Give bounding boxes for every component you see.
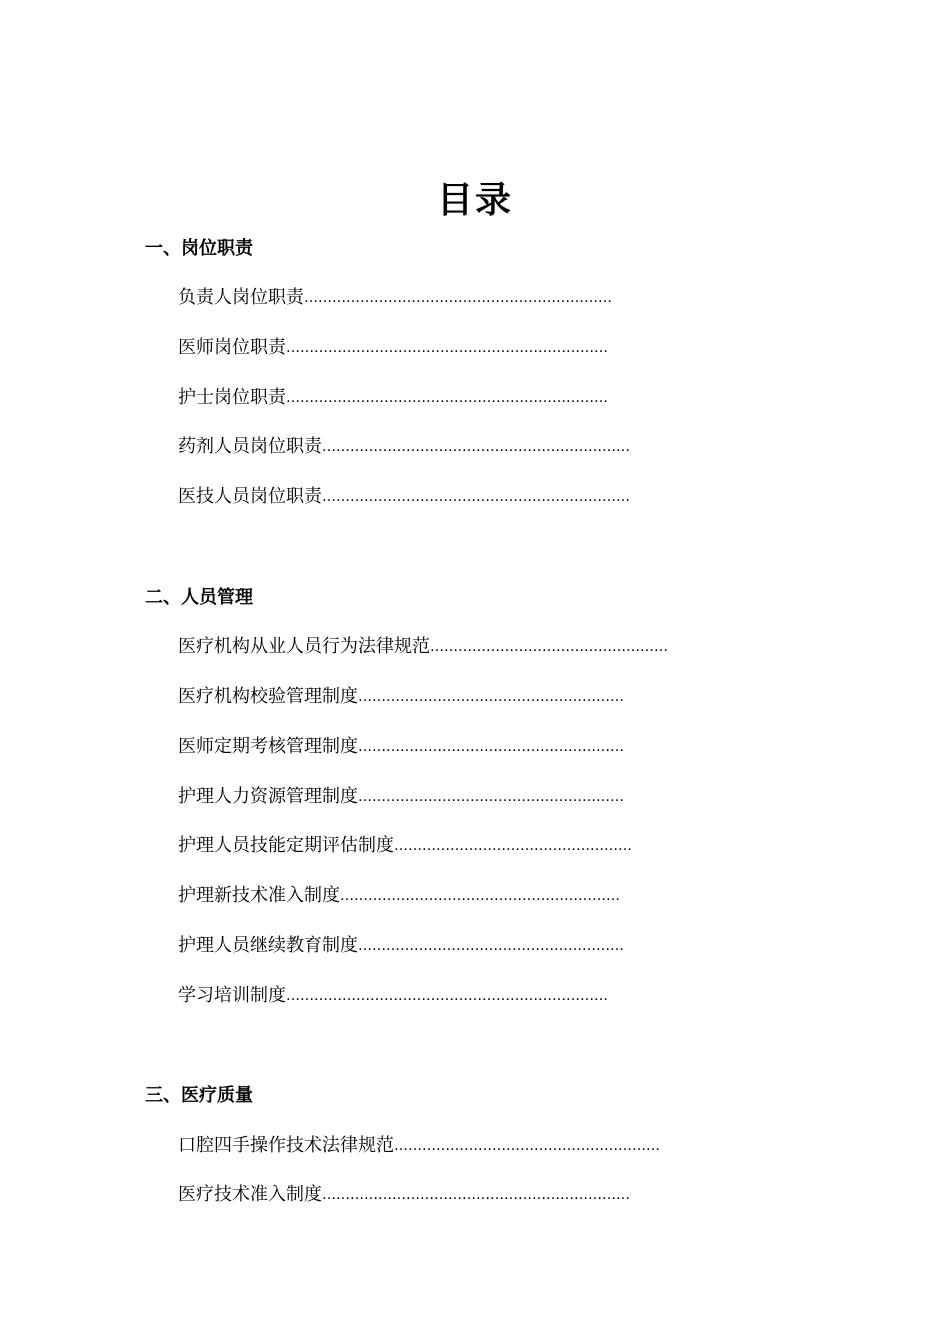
toc-entry-label: 护士岗位职责 [178, 387, 286, 408]
toc-entry[interactable] [178, 685, 702, 709]
toc-entry-label: 学习培训制度 [178, 985, 286, 1006]
toc-entry-leader: ………………………………………………… [358, 689, 624, 705]
toc-entry-label: 医技人员岗位职责 [178, 486, 322, 507]
toc-entry[interactable] [178, 635, 734, 659]
toc-entry[interactable] [178, 386, 706, 410]
toc-entry[interactable] [178, 884, 702, 908]
toc-entry-label: 医疗机构校验管理制度 [178, 686, 358, 707]
toc-entry[interactable] [178, 1134, 738, 1158]
page-title: 目录 [436, 179, 513, 221]
toc-entry[interactable] [178, 435, 704, 459]
section-heading-3: 三、医疗质量 [145, 1085, 253, 1106]
toc-entry-leader: ………………………………………………………… [304, 290, 612, 306]
toc-entry-leader: ………………………………………………… [358, 739, 624, 755]
toc-entry[interactable] [178, 336, 706, 360]
toc-entry-label: 医师岗位职责 [178, 337, 286, 358]
toc-entry-label: 药剂人员岗位职责 [178, 436, 322, 457]
toc-entry-label: 口腔四手操作技术法律规范 [178, 1135, 394, 1156]
toc-entry-label: 护理人员技能定期评估制度 [178, 835, 394, 856]
toc-entry-leader: ………………………………………………… [394, 1138, 660, 1154]
toc-entry[interactable] [178, 934, 702, 958]
toc-entry[interactable] [178, 834, 700, 858]
toc-entry-label: 医疗技术准入制度 [178, 1184, 322, 1205]
toc-entry-leader: ………………………………………………………… [322, 439, 630, 455]
toc-entry[interactable] [178, 785, 702, 809]
toc-entry-leader: …………………………………………………… [340, 888, 620, 904]
toc-entry[interactable] [178, 286, 704, 310]
section-heading-1: 一、岗位职责 [145, 238, 253, 259]
toc-entry-leader: ………………………………………………………… [322, 1187, 630, 1203]
toc-entry-label: 负责人岗位职责 [178, 287, 304, 308]
toc-entry-label: 护理人力资源管理制度 [178, 786, 358, 807]
toc-entry-leader: …………………………………………… [430, 639, 668, 655]
toc-entry-leader: ………………………………………………………… [322, 489, 630, 505]
section-heading-2: 二、人员管理 [145, 587, 253, 608]
toc-entry[interactable] [178, 1183, 704, 1207]
toc-entry-leader: …………………………………………………………… [286, 988, 608, 1004]
toc-entry-label: 护理人员继续教育制度 [178, 935, 358, 956]
toc-entry[interactable] [178, 485, 704, 509]
toc-entry-leader: …………………………………………… [394, 838, 632, 854]
toc-entry-leader: ………………………………………………… [358, 789, 624, 805]
toc-entry-leader: …………………………………………………………… [286, 390, 608, 406]
toc-entry-label: 护理新技术准入制度 [178, 885, 340, 906]
toc-entry-leader: …………………………………………………………… [286, 340, 608, 356]
toc-entry-label: 医师定期考核管理制度 [178, 736, 358, 757]
toc-entry[interactable] [178, 984, 706, 1008]
toc-entry-leader: ………………………………………………… [358, 938, 624, 954]
toc-entry[interactable] [178, 735, 702, 759]
toc-entry-label: 医疗机构从业人员行为法律规范 [178, 636, 430, 657]
